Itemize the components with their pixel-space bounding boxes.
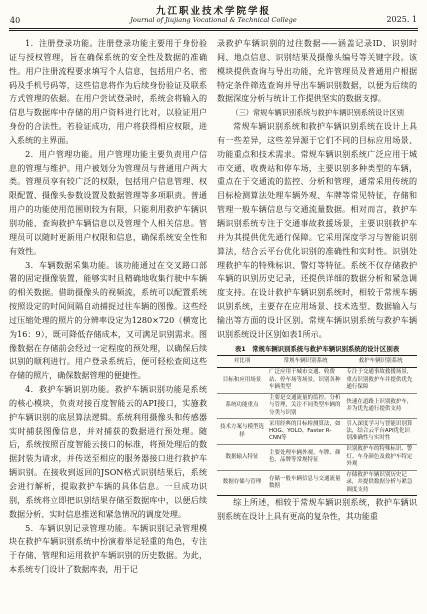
issue-number: 2025. 1 [386,15,417,24]
table-cell: 识别救护车的特殊标识、警灯、车身颜色及救护车特定外观 [344,444,417,470]
table-cell: 快速在道路上识别救护车，并为优先通行提供支持 [344,393,417,419]
table-header-row [217,355,417,367]
paragraph-continued: 录救护车辆识别的过往数据——涵盖记录ID、识别时间、地点信息、识别结果及摄像头编号等关键字段。该模块提供查询与导出功能，允许管理员及普通用户根据特定条件筛选查询并导出车辆识别数据，以便为后续的数据深度分析与统计工作提供坚实的数据支撑。 [217,39,417,104]
table-cell: 存储救护车辆识别历史记录，并提供数据分析与紧急调度支持 [344,470,417,496]
right-column [217,37,417,524]
paragraph-registration: 1．注册登录功能。注册登录功能主要用于身份验证与授权管理，旨在确保系统的安全性及数据的准确性。用户注册流程要求填写个人信息，包括用户名、密码及手机号码等，这些信息将作为后续身份验证及联系方式管理的依据。在用户尝试登录时，系统会将输入的信息与数据库中存储的用户资料进行比对，以验证用户身份的合法性。若验证成功，用户将获得相应权限，进入系统的主界面。 [9,39,207,145]
table-cell: 系统功能重点 [217,393,267,419]
table-header: 常规车辆识别系统 [267,355,344,367]
paragraph-conclusion: 综上所述，相较于常规车辆识别系统，救护车辆识别系统在设计上具有更高的复杂性，其功能重 [217,498,417,522]
paragraph-data-collection: 3．车辆数据采集功能。该功能通过在交叉路口部署的固定摄像装置，能够实时且精确地收集行驶中车辆的相关数据。借助摄像头的视频流，系统可以配置系统按照设定的时间间隔自动捕捉过往车辆的图像。这些经过压缩处理的照片的分辨率设定为1280×720（横宽比为16：9），既可降低存储成本，又可满足识别需求。图像数据在存储前会经过一定程度的预处理，以确保后续识别的顺利进行。用户登录系统后，便可轻松查阅这些存储的照片，确保数据管理的便捷性。 [9,260,207,381]
table-cell: 目标和应用场景 [217,367,267,393]
table-cell: 主要是交通流量的监控、分析与管理，关注不同类型车辆的分类与识别 [267,393,344,419]
table-cell: 数据存储与管理 [217,470,267,496]
table-cell: 采用经典的目标检测算法，如HOG、YOLO、Faster R-CNN等 [267,419,344,445]
left-column [9,37,207,609]
journal-title-cn: 九江职业技术学院学报 [155,6,271,17]
table-row [217,367,417,393]
paragraph-user-management: 2．用户管理功能。用户管理功能主要负责用户信息的管理与维护。用户被划分为管理员与普通用户两大类。管理员享有较广泛的权限，包括用户信息管理、权限配置、摄像头参数设置及数据管理等多项职责。普通用户的功能使用范围则较为有限，只能利用救护车辆识别功能、查询救护车辆信息以及管理个人相关信息。管理员可以随时更新用户权限和信息，确保系统安全性和有效性。 [9,149,207,256]
table-row [217,419,417,445]
paragraph-record-management: 5．车辆识别记录管理功能。车辆识别记录管理模块在救护车辆识别系统中扮演着举足轻重的角色，专注于存储、管理和运用救护车辆识别的历史数据。为此，本系统专门设计了数据库表，用于记 [9,523,207,575]
header-rule [9,28,418,29]
table-row [217,444,417,470]
subsection-heading: （三）常规车辆识别系统与救护车辆识别系统设计区别 [231,108,404,118]
table-cell: 专注于交通事故救援场景，重点识别救护车并提供优先通行保障 [344,367,417,393]
page-number: 40 [10,16,21,25]
table-row [217,470,417,496]
table-cell: 主要处理车辆外观、车牌、颜色、品牌等常规特征 [267,444,344,470]
table-cell: 技术方案与模型选择 [217,419,267,445]
table-cell: 存储一般车辆信息与交通流量数据 [267,470,344,496]
table-header: 救护车辆识别系统 [344,355,417,367]
comparison-table [217,355,417,497]
table-row [217,393,417,419]
paragraph-ambulance-recognition: 4．救护车辆识别功能。救护车辆识别功能是系统的核心模块，负责对接百度智能云的API接口，实施救护车辆识别的底层算法逻辑。系统利用摄像头和传感器实时捕获图像信息，并对捕获的数据进行预处理。随后，系统按照百度智能云接口的标准，将预处理后的数据封装为请求，并传送至相应的服务器接口进行救护车辆识别。在接收到返回的JSON格式识别结果后，系统会进行解析，提取救护车辆的具体信息。一旦成功识别，系统将立即把识别结果存储至数据库中，以便后续数据分析、实时信息推送和紧急情况的调度处理。 [9,385,207,519]
table-header: 对比项 [217,355,267,367]
table-cell: 数据输入特征 [217,444,267,470]
table-cell: 引入深度学习与智能识别算法，结合云平台API优化识别准确性与实时性 [344,419,417,445]
table-cell: 广泛应用于城市交通、收费站、停车场等场景，识别各种车辆类型 [267,367,344,393]
paragraph-design-difference: 常规车辆识别系统和救护车辆识别系统在设计上具有一些差异，这些差异源于它们不同的目标应用场景、功能重点和技术需求。常规车辆识别系统广泛应用于城市交通、收费站和停车场，主要识别多种类型的车辆，重点在于交通流的监控、分析和管理，通常采用传统的目标检测算法处理车辆外观、车牌等常见特征，存储和管理一般车辆信息与交通流量数据。相对而言，救护车辆识别系统专注于交通事故救援场景，主要识别救护车并为其提供优先通行保障。它采用深度学习与智能识别算法，结合云平台优化识别的准确性和实时性。识别处理救护车的特殊标识、警灯等特征。系统不仅存储救护车辆的识别历史记录，还提供详细的数据分析和紧急调度支持。在设计救护车辆识别系统时，相较于常规车辆识别系统，主要存在应用场景、技术选型、数据输入与输出等方面的设计区别。常规车辆识别系统与救护车辆识别系统设计区别如表1所示。 [217,122,417,339]
table-title: 表1 常规车辆识别系统与救护车辆识别系统的设计区别表 [234,344,400,353]
journal-title-en: Journal of Jiujiang Vocational & Technical College [130,16,297,24]
header-rule-thin [9,30,418,31]
